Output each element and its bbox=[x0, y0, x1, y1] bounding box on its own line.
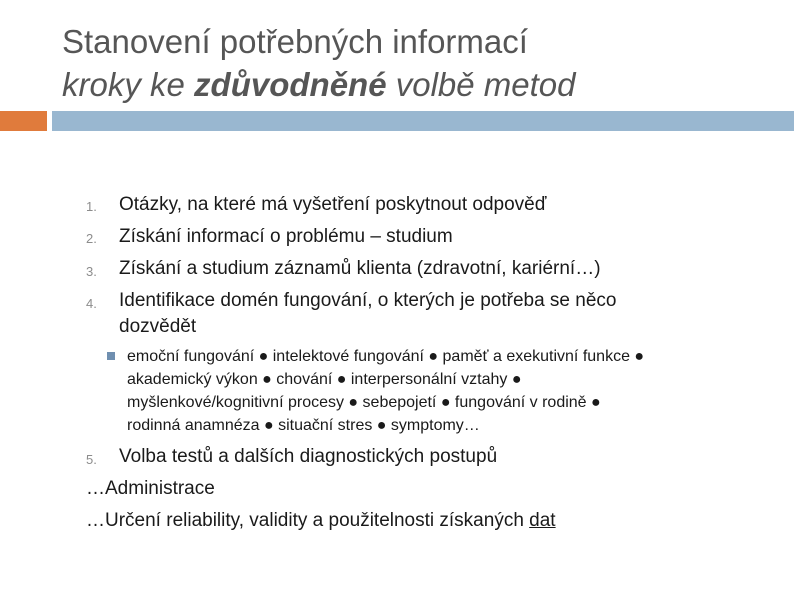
list-number-3: 3. bbox=[86, 264, 97, 279]
title-line-2-end: volbě metod bbox=[386, 66, 576, 103]
list-number-4: 4. bbox=[86, 296, 97, 311]
accent-bar-blue bbox=[52, 111, 794, 131]
list-item-3: Získání a studium záznamů klienta (zdravotní, kariérní…) bbox=[119, 258, 601, 279]
list-item-1: Otázky, na které má vyšetření poskytnout odpověď bbox=[119, 194, 547, 215]
domain-list-line-4: rodinná anamnéza ● situační stres ● symptomy… bbox=[127, 417, 480, 434]
list-item-2: Získání informací o problému – studium bbox=[119, 226, 453, 247]
list-number-2: 2. bbox=[86, 231, 97, 246]
slide-title bbox=[62, 20, 782, 106]
domain-list bbox=[127, 345, 757, 437]
list-item-4-line-2: dozvědět bbox=[119, 316, 197, 337]
title-emphasis: zdůvodněné bbox=[194, 66, 387, 103]
administration-line: …Administrace bbox=[86, 478, 215, 499]
reliability-text: …Určení reliability, validity a použitelnosti získaných bbox=[86, 510, 530, 531]
domain-list-line-1: emoční fungování ● intelektové fungování ● paměť a exekutivní funkce ● bbox=[127, 348, 645, 365]
list-number-5: 5. bbox=[86, 452, 97, 467]
domain-list-line-3: myšlenkové/kognitivní procesy ● sebepojetí ● fungování v rodině ● bbox=[127, 394, 601, 411]
title-line-1: Stanovení potřebných informací bbox=[62, 23, 528, 60]
accent-bar-orange bbox=[0, 111, 47, 131]
list-item-4-line-1: Identifikace domén fungování, o kterých je potřeba se něco bbox=[119, 290, 617, 311]
domain-list-line-2: akademický výkon ● chování ● interpersonální vztahy ● bbox=[127, 371, 522, 388]
title-line-2-start: kroky ke bbox=[62, 66, 195, 103]
square-bullet-icon bbox=[107, 352, 115, 360]
data-link[interactable]: dat bbox=[529, 510, 556, 531]
title-line-2 bbox=[62, 63, 782, 106]
list-number-1: 1. bbox=[86, 199, 97, 214]
reliability-line bbox=[86, 505, 556, 537]
list-item-5: Volba testů a dalších diagnostických postupů bbox=[119, 446, 498, 467]
